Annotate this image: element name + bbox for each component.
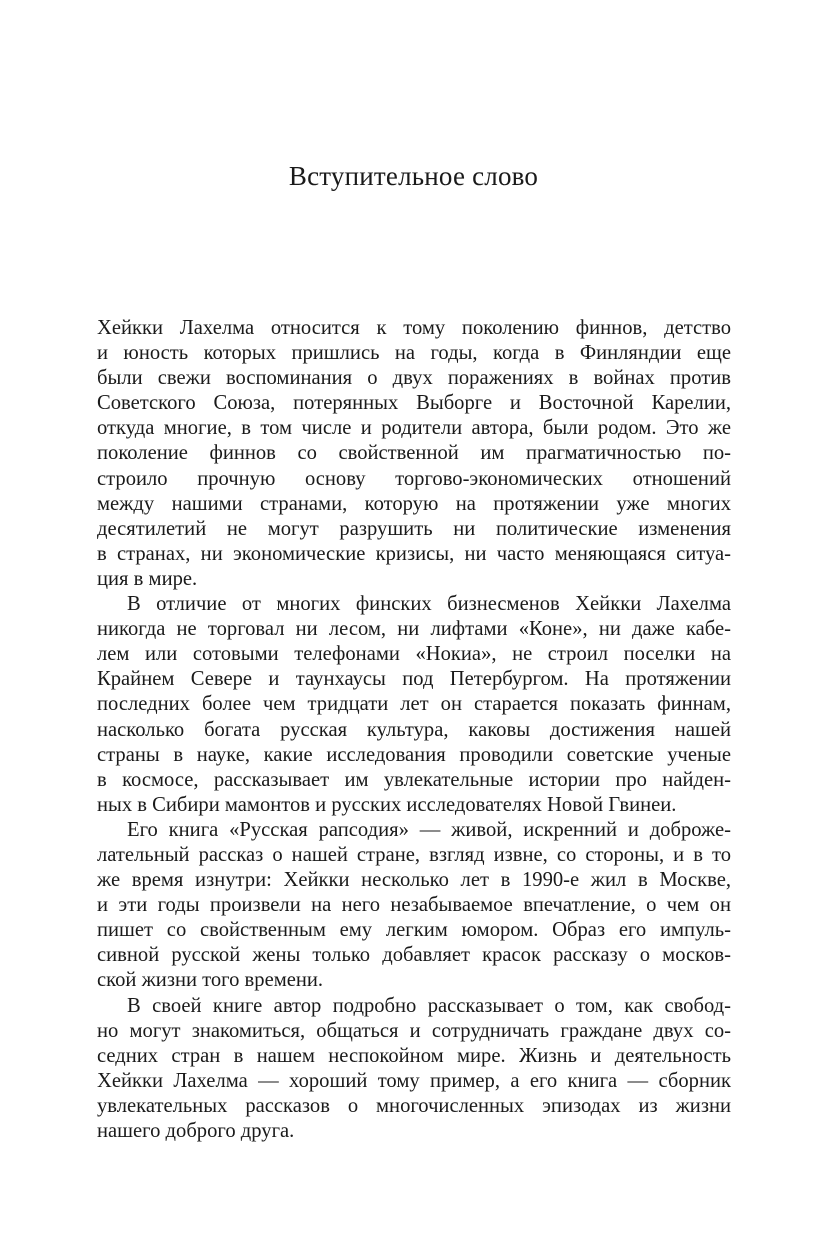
- text-line: в странах, ни экономические кризисы, ни часто меняющаяся ситуа-: [97, 542, 731, 565]
- text-line: Его книга «Русская рапсодия» — живой, искренний и доброже-: [127, 818, 731, 841]
- text-line: же время изнутри: Хейкки несколько лет в 1990-е жил в Москве,: [97, 869, 731, 892]
- text-line: и эти годы произвели на него незабываемое впечатление, о чем он: [97, 894, 731, 917]
- text-line: Хейкки Лахелма относится к тому поколению финнов, детство: [97, 317, 731, 339]
- text-line: Крайнем Севере и таунхаусы под Петербургом. На протяжении: [97, 668, 731, 691]
- text-line: были свежи воспоминания о двух поражениях в войнах против: [97, 367, 731, 390]
- text-line: в космосе, рассказывает им увлекательные истории про найден-: [97, 768, 731, 791]
- text-line: страны в науке, какие исследования проводили советские ученые: [97, 743, 731, 766]
- text-line: поколение финнов со свойственной им прагматичностью по-: [97, 442, 731, 465]
- text-line: седних стран в нашем неспокойном мире. Жизнь и деятельность: [97, 1044, 731, 1067]
- text-line: строило прочную основу торгово-экономических отношений: [97, 467, 731, 490]
- text-line: Хейкки Лахелма — хороший тому пример, а его книга — сборник: [97, 1069, 731, 1092]
- text-line: В отличие от многих финских бизнесменов Хейкки Лахелма: [127, 593, 731, 616]
- text-line: ция в мире.: [97, 567, 198, 590]
- text-line: и юность которых пришлись на годы, когда в Финляндии еще: [97, 342, 731, 365]
- paragraph-4: [97, 994, 731, 1145]
- text-line: увлекательных рассказов о многочисленных эпизодах из жизни: [97, 1094, 731, 1117]
- text-line: но могут знакомиться, общаться и сотрудничать граждане двух со-: [97, 1019, 731, 1042]
- text-line: пишет со свойственным ему легким юмором. Образ его импуль-: [97, 919, 731, 942]
- text-line: лательный рассказ о нашей стране, взгляд извне, со стороны, и в то: [97, 843, 731, 866]
- text-line: между нашими странами, которую на протяжении уже многих: [97, 492, 731, 515]
- paragraph-3: [97, 818, 731, 994]
- text-line: насколько богата русская культура, каковы достижения нашей: [97, 718, 731, 741]
- text-line: десятилетий не могут разрушить ни политические изменения: [97, 517, 731, 540]
- body-text: [97, 316, 731, 1144]
- text-line: откуда многие, в том числе и родители автора, были родом. Это же: [97, 417, 731, 440]
- paragraph-2: [97, 592, 731, 818]
- text-line: Советского Союза, потерянных Выборге и Восточной Карелии,: [97, 392, 731, 415]
- text-line: последних более чем тридцати лет он старается показать финнам,: [97, 693, 731, 716]
- text-line: В своей книге автор подробно рассказывает о том, как свобод-: [127, 994, 731, 1017]
- page-title: Вступительное слово: [288, 161, 539, 191]
- text-line: нашего доброго друга.: [97, 1120, 295, 1142]
- text-line: никогда не торговал ни лесом, ни лифтами «Коне», ни даже кабе-: [97, 618, 731, 641]
- text-line: ской жизни того времени.: [97, 969, 324, 992]
- paragraph-1: [97, 316, 731, 592]
- text-line: лем или сотовыми телефонами «Нокиа», не строил поселки на: [97, 643, 731, 666]
- text-line: сивной русской жены только добавляет красок рассказу о москов-: [97, 944, 731, 967]
- text-line: ных в Сибири мамонтов и русских исследователях Новой Гвинеи.: [97, 793, 677, 816]
